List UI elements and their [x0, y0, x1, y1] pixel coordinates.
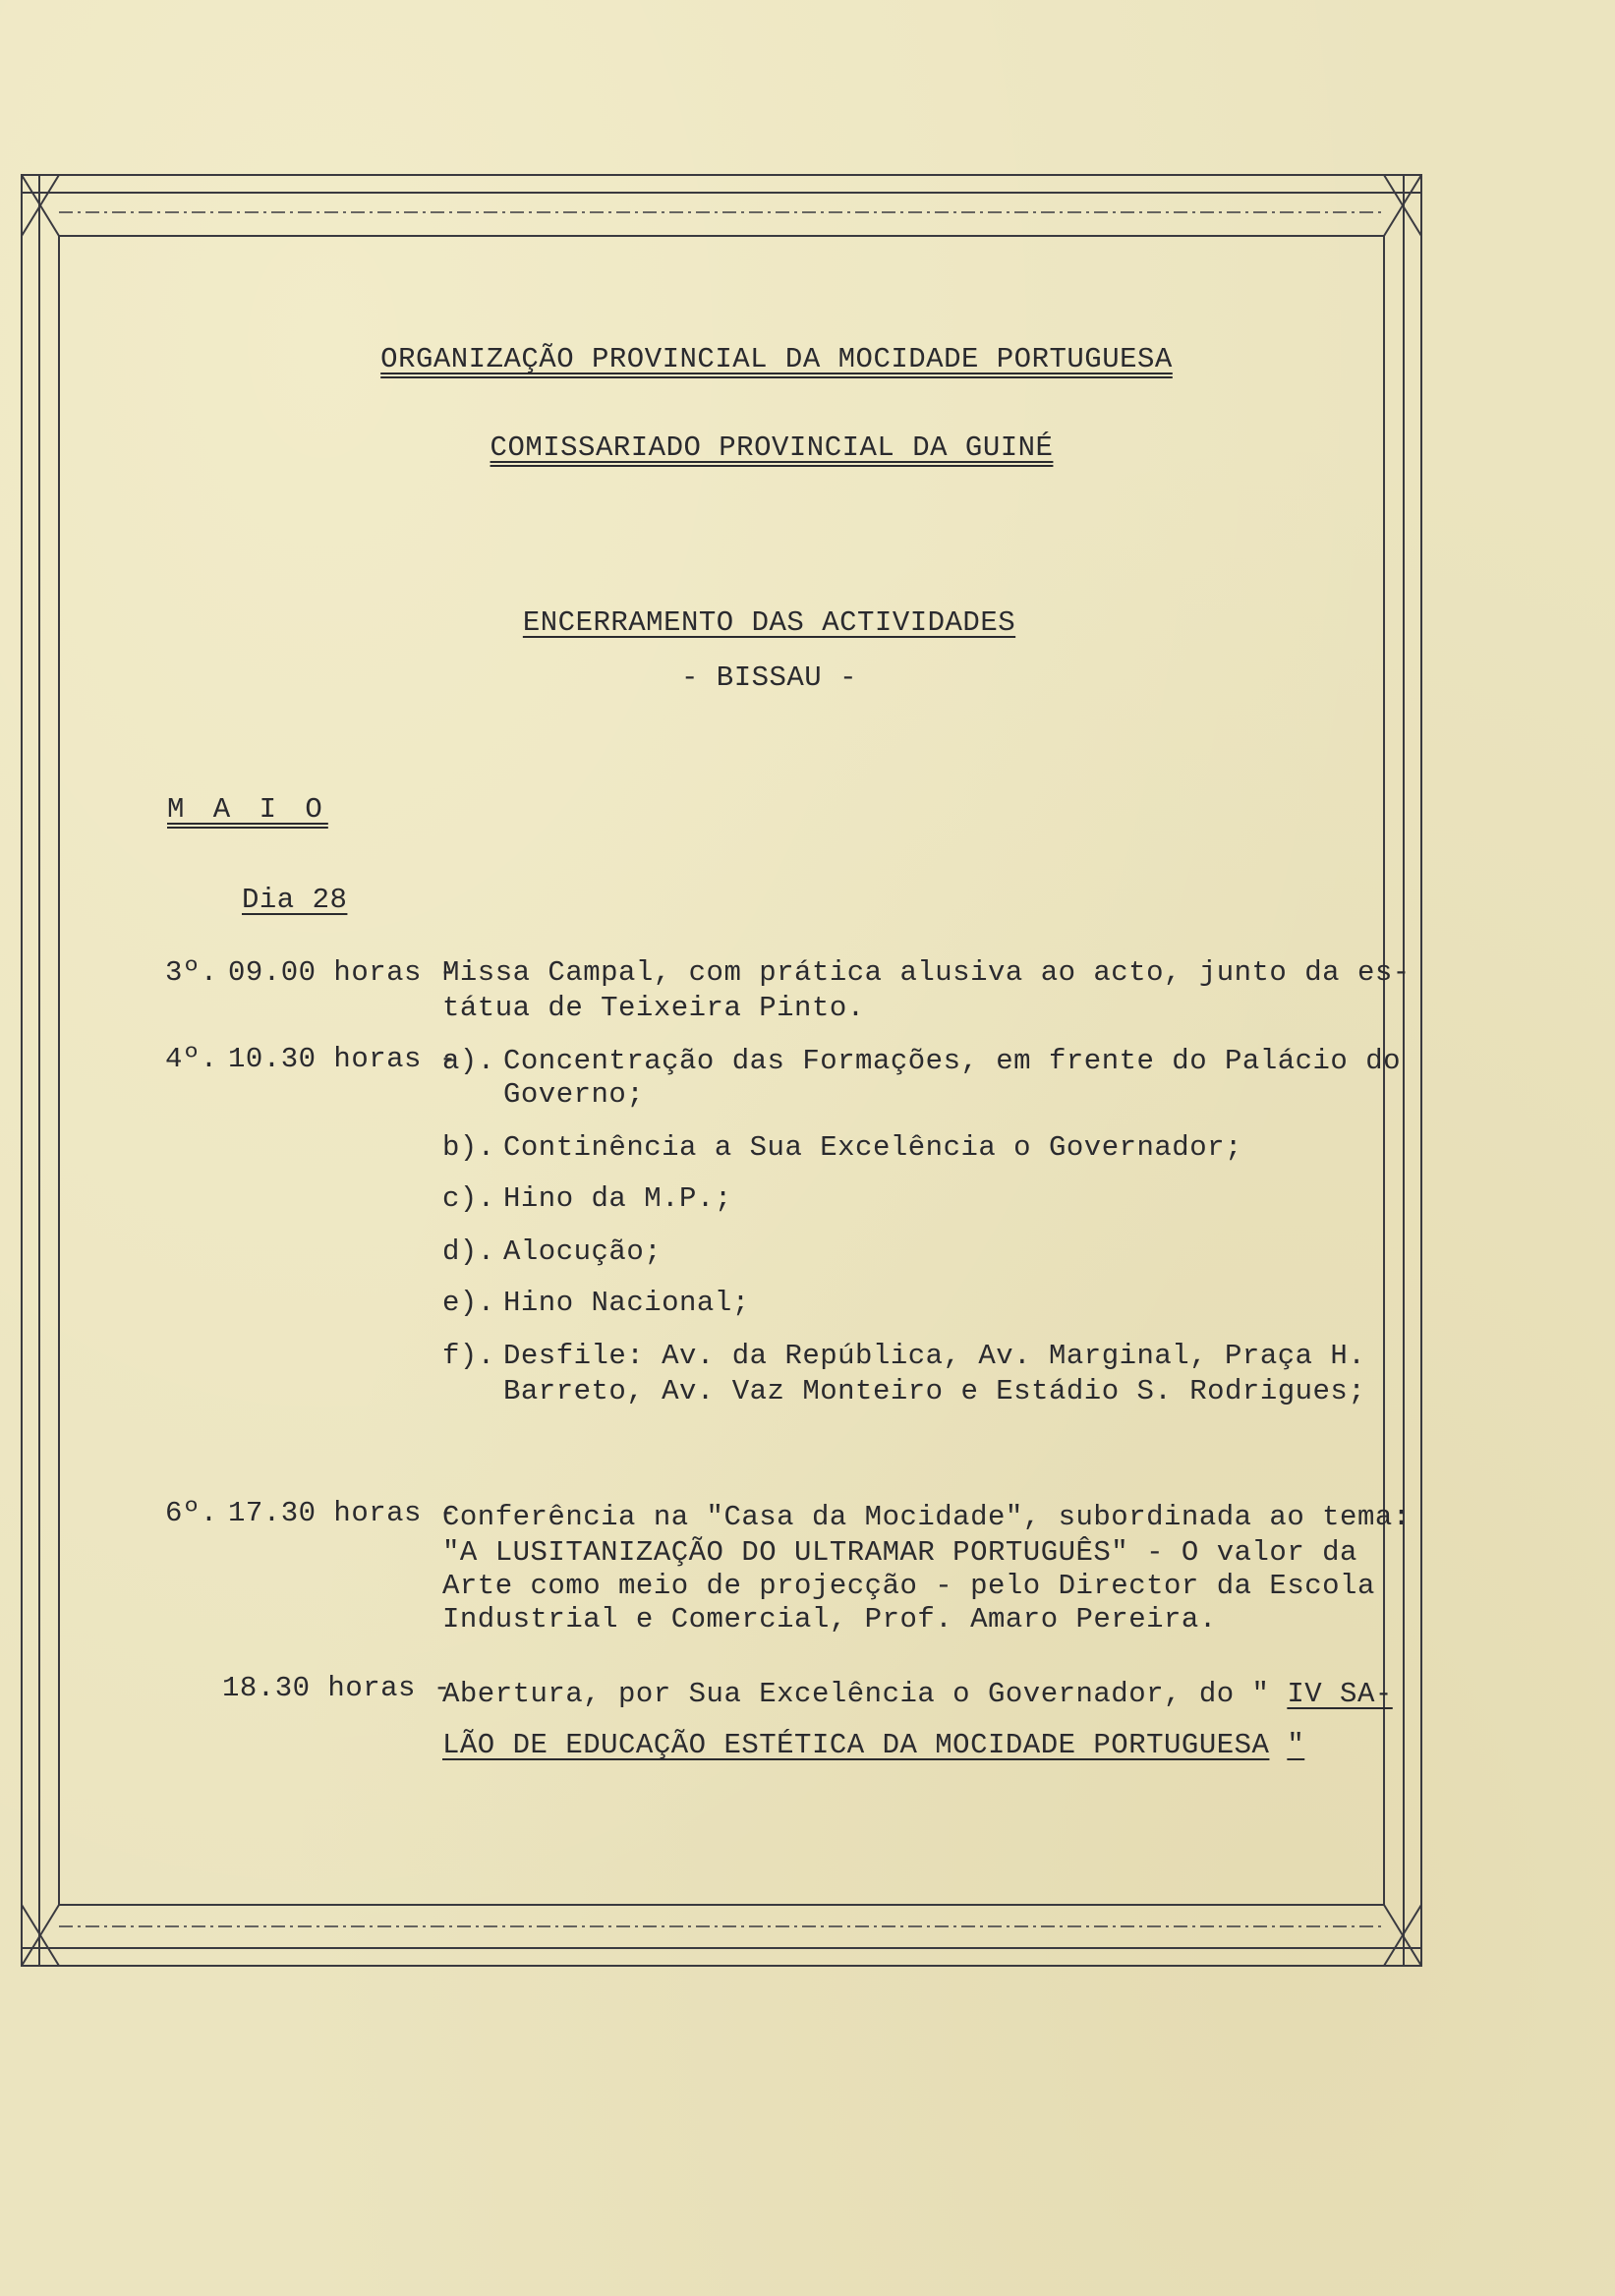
item-time: 10.30 horas - [228, 1043, 457, 1075]
closing-quote: " [1287, 1729, 1305, 1761]
item-text-line: tátua de Teixeira Pinto. [442, 992, 865, 1024]
subitem-text: Concentração das Formações, em frente do Palácio do [503, 1045, 1402, 1077]
subitem-text: Barreto, Av. Vaz Monteiro e Estádio S. Rodrigues; [503, 1375, 1366, 1407]
subitem-label: f). [442, 1340, 495, 1372]
organization-heading: ORGANIZAÇÃO PROVINCIAL DA MOCIDADE PORTUGUESA [380, 343, 1173, 375]
item-text-plain: Abertura, por Sua Excelência o Governador, do " [442, 1678, 1270, 1710]
subitem-text: Hino da M.P.; [503, 1182, 732, 1215]
item-text-line: Arte como meio de projecção - pelo Director da Escola [442, 1570, 1375, 1602]
subitem-label: d). [442, 1235, 495, 1268]
item-time: 09.00 horas - [228, 956, 457, 989]
item-text-line: Industrial e Comercial, Prof. Amaro Pereira. [442, 1603, 1217, 1636]
item-number: 4º. [165, 1043, 218, 1075]
subitem-text: Governo; [503, 1078, 645, 1111]
subitem-text: Desfile: Av. da República, Av. Marginal, Praça H. [503, 1340, 1366, 1372]
subitem-label: a). [442, 1045, 495, 1077]
item-text-line [442, 1728, 1304, 1763]
item-text-line [442, 1677, 1393, 1712]
subitem-label: c). [442, 1182, 495, 1215]
event-title: ENCERRAMENTO DAS ACTIVIDADES [522, 606, 1016, 639]
subitem-text: Continência a Sua Excelência o Governador; [503, 1131, 1242, 1164]
exhibition-title-part: IV SA- [1287, 1678, 1393, 1710]
event-place: - BISSAU - [680, 661, 858, 694]
subitem-text: Alocução; [503, 1235, 663, 1268]
item-time: 18.30 horas - [222, 1672, 451, 1704]
item-text-line: "A LUSITANIZAÇÃO DO ULTRAMAR PORTUGUÊS" - O valor da [442, 1536, 1357, 1569]
month-heading: M A I O [167, 793, 328, 826]
day-heading: Dia 28 [242, 884, 348, 916]
item-time: 17.30 horas - [228, 1497, 457, 1529]
subitem-text: Hino Nacional; [503, 1287, 750, 1319]
item-number: 6º. [165, 1497, 218, 1529]
commissariat-heading: COMISSARIADO PROVINCIAL DA GUINÉ [490, 431, 1054, 464]
item-number: 3º. [165, 956, 218, 989]
item-text-line: Missa Campal, com prática alusiva ao acto, junto da es- [442, 956, 1411, 989]
item-text-line: Conferência na "Casa da Mocidade", subordinada ao tema: [442, 1501, 1411, 1533]
subitem-label: b). [442, 1131, 495, 1164]
exhibition-title-part: LÃO DE EDUCAÇÃO ESTÉTICA DA MOCIDADE PORTUGUESA [442, 1729, 1270, 1761]
subitem-label: e). [442, 1287, 495, 1319]
